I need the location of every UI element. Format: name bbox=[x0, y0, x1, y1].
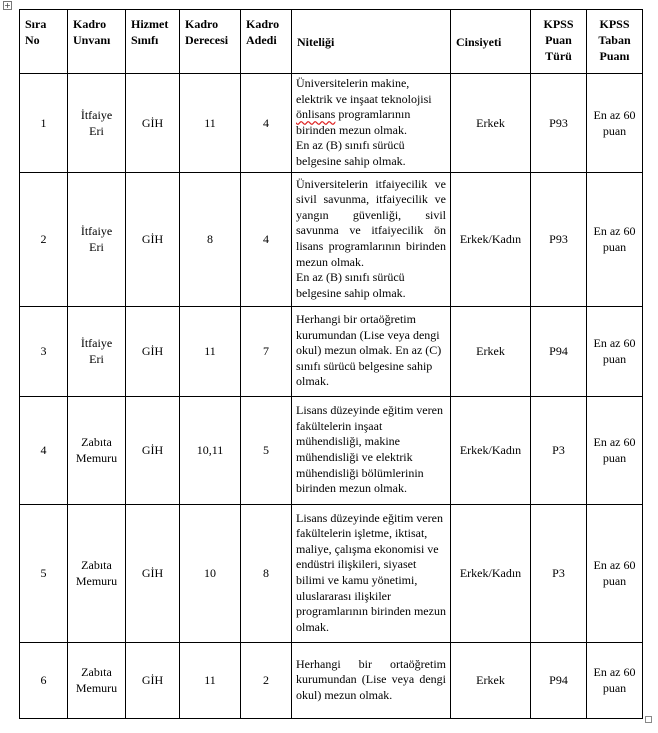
kadro-table bbox=[19, 9, 643, 719]
table-row bbox=[20, 396, 643, 504]
cell-cinsiyet: Erkek bbox=[451, 642, 531, 718]
cell-puan-turu: P93 bbox=[531, 74, 587, 173]
cell-nitelik bbox=[292, 642, 451, 718]
cell-puan-turu: P3 bbox=[531, 396, 587, 504]
cell-taban-puan: En az 60 puan bbox=[587, 396, 643, 504]
cell-derece: 8 bbox=[180, 172, 241, 306]
cell-nitelik bbox=[292, 74, 451, 173]
header-row bbox=[20, 10, 643, 74]
cell-puan-turu: P94 bbox=[531, 306, 587, 396]
cell-nitelik bbox=[292, 396, 451, 504]
table-move-handle-icon[interactable]: + bbox=[4, 1, 11, 10]
header-kpss-taban-puani: KPSS Taban Puanı bbox=[587, 10, 643, 74]
cell-cinsiyet: Erkek/Kadın bbox=[451, 504, 531, 642]
cell-adet: 8 bbox=[241, 504, 292, 642]
table-row bbox=[20, 172, 643, 306]
cell-cinsiyet: Erkek/Kadın bbox=[451, 172, 531, 306]
header-kadro-unvani: Kadro Unvanı bbox=[68, 10, 126, 74]
cell-sinif: GİH bbox=[126, 172, 180, 306]
header-niteligi: Niteliği bbox=[292, 10, 451, 74]
cell-unvan: Zabıta Memuru bbox=[68, 396, 126, 504]
cell-puan-turu: P93 bbox=[531, 172, 587, 306]
header-kpss-puan-turu: KPSS Puan Türü bbox=[531, 10, 587, 74]
cell-sira: 3 bbox=[20, 306, 68, 396]
cell-taban-puan: En az 60 puan bbox=[587, 172, 643, 306]
cell-nitelik bbox=[292, 306, 451, 396]
table-row bbox=[20, 74, 643, 173]
cell-unvan: Zabıta Memuru bbox=[68, 504, 126, 642]
nitelik-text: En az (B) sınıfı sürücü belgesine sahip olmak. bbox=[296, 138, 406, 168]
cell-cinsiyet: Erkek bbox=[451, 306, 531, 396]
cell-adet: 4 bbox=[241, 172, 292, 306]
cell-unvan: İtfaiye Eri bbox=[68, 172, 126, 306]
cell-sinif: GİH bbox=[126, 396, 180, 504]
cell-derece: 11 bbox=[180, 74, 241, 173]
cell-derece: 10 bbox=[180, 504, 241, 642]
nitelik-text: programlarının birinden mezun olmak. bbox=[296, 107, 411, 137]
cell-adet: 2 bbox=[241, 642, 292, 718]
spellcheck-word[interactable]: önlisans bbox=[296, 107, 336, 122]
cell-sinif: GİH bbox=[126, 642, 180, 718]
cell-adet: 5 bbox=[241, 396, 292, 504]
cell-cinsiyet: Erkek/Kadın bbox=[451, 396, 531, 504]
cell-taban-puan: En az 60 puan bbox=[587, 642, 643, 718]
cell-sinif: GİH bbox=[126, 306, 180, 396]
nitelik-text: Lisans düzeyinde eğitim veren fakültelerin işletme, iktisat, maliye, çalışma ekonomisi ve endüstri ilişkileri, siyaset bilimi ve kamu yönetimi, uluslararası ilişkiler programlarının birinden mezun olmak. bbox=[296, 510, 446, 634]
cell-derece: 11 bbox=[180, 642, 241, 718]
cell-nitelik bbox=[292, 504, 451, 642]
cell-puan-turu: P3 bbox=[531, 504, 587, 642]
nitelik-text: Lisans düzeyinde eğitim veren fakültelerin inşaat mühendisliği, makine mühendisliği ve elektrik mühendisliği bölümlerinin birinden mezun olmak. bbox=[296, 403, 443, 496]
header-hizmet-sinifi: Hizmet Sınıfı bbox=[126, 10, 180, 74]
cell-puan-turu: P94 bbox=[531, 642, 587, 718]
cell-sira: 1 bbox=[20, 74, 68, 173]
cell-unvan: Zabıta Memuru bbox=[68, 642, 126, 718]
nitelik-text: En az (B) sınıfı sürücü belgesine sahip olmak. bbox=[296, 270, 406, 300]
nitelik-text: Üniversitelerin makine, elektrik ve inşaat teknolojisi bbox=[296, 76, 432, 106]
table-row bbox=[20, 642, 643, 718]
cell-adet: 4 bbox=[241, 74, 292, 173]
cell-taban-puan: En az 60 puan bbox=[587, 504, 643, 642]
cell-sira: 6 bbox=[20, 642, 68, 718]
header-sira-no: Sıra No bbox=[20, 10, 68, 74]
cell-sira: 4 bbox=[20, 396, 68, 504]
table-resize-handle-icon[interactable] bbox=[645, 716, 652, 723]
cell-sira: 5 bbox=[20, 504, 68, 642]
cell-taban-puan: En az 60 puan bbox=[587, 74, 643, 173]
cell-derece: 11 bbox=[180, 306, 241, 396]
cell-unvan: İtfaiye Eri bbox=[68, 74, 126, 173]
table-row bbox=[20, 504, 643, 642]
cell-adet: 7 bbox=[241, 306, 292, 396]
cell-cinsiyet: Erkek bbox=[451, 74, 531, 173]
cell-sinif: GİH bbox=[126, 504, 180, 642]
nitelik-text: Herhangi bir ortaöğretim kurumundan (Lise veya dengi okul) mezun olmak. bbox=[296, 656, 446, 702]
nitelik-text: Üniversitelerin itfaiyecilik ve sivil savunma, itfaiyecilik ve yangın güvenliği, sivil savunma ve itfaiyecilik ön lisans programlarının birinden mezun olmak. bbox=[296, 176, 446, 269]
header-kadro-derecesi: Kadro Derecesi bbox=[180, 10, 241, 74]
header-cinsiyeti: Cinsiyeti bbox=[451, 10, 531, 74]
cell-nitelik bbox=[292, 172, 451, 306]
table-row bbox=[20, 306, 643, 396]
cell-sinif: GİH bbox=[126, 74, 180, 173]
cell-taban-puan: En az 60 puan bbox=[587, 306, 643, 396]
header-kadro-adedi: Kadro Adedi bbox=[241, 10, 292, 74]
cell-sira: 2 bbox=[20, 172, 68, 306]
nitelik-text: Herhangi bir ortaöğretim kurumundan (Lise veya dengi okul) mezun olmak. En az (C) sınıfı sürücü belgesine sahip olmak. bbox=[296, 312, 442, 389]
cell-unvan: İtfaiye Eri bbox=[68, 306, 126, 396]
cell-derece: 10,11 bbox=[180, 396, 241, 504]
